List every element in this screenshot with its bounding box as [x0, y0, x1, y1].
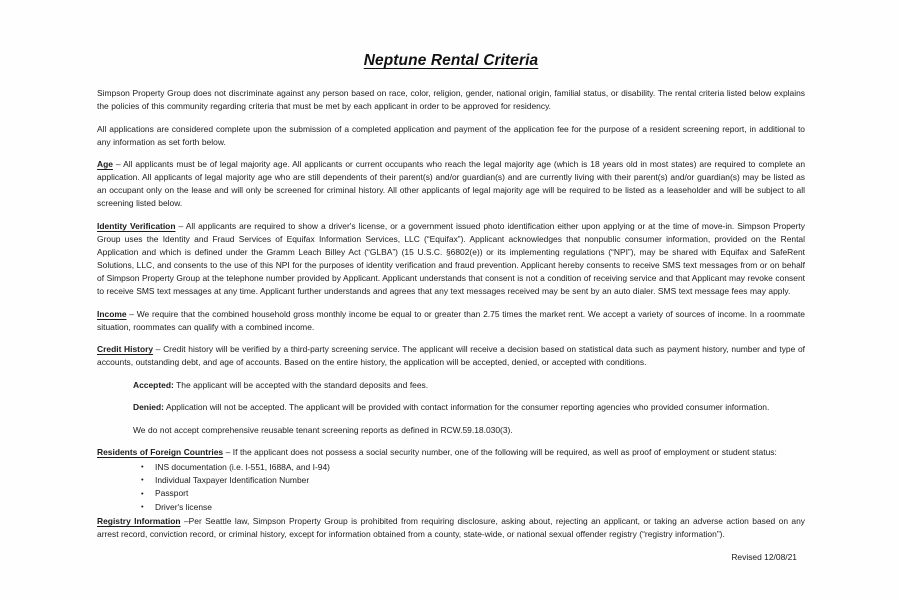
- section-registry-information-body: Per Seattle law, Simpson Property Group is prohibited from requiring disclosure, asking about, rejecting an applicant, or taking an adverse action based on any arrest record, conviction record, or criminal history, except for information obtained from a county, state-wide, or national sexual offender registry (“registry information”).: [97, 516, 805, 540]
- credit-outcome-accepted-label: Accepted:: [133, 379, 174, 390]
- document-body: [97, 87, 805, 564]
- section-credit-history: [97, 343, 805, 369]
- credit-outcome-denied-body: Application will not be accepted. The applicant will be provided with contact information for the consumer reporting agencies who provided consumer information.: [163, 402, 770, 413]
- intro-paragraph: Simpson Property Group does not discriminate against any person based on race, color, religion, gender, national origin, familial status, or disability. The rental criteria listed below explains the policies of this community regarding criteria that must be met by each applicant in order to be approved for residency.: [97, 88, 805, 112]
- section-income-body: We require that the combined household gross monthly income be equal to or greater than 2.75 times the market rent. We accept a variety of sources of income. In a roommate situation, roommates can qualify with a combined income.: [97, 308, 805, 332]
- reusable-screening-reports-note: We do not accept comprehensive reusable tenant screening reports as defined in RCW.59.18.030(3).: [133, 424, 513, 435]
- section-identity-verification-label: Identity Verification: [97, 220, 176, 231]
- section-credit-history-label: Credit History: [97, 344, 154, 355]
- section-credit-history-dash: –: [153, 344, 164, 355]
- foreign-residents-document-list: [97, 461, 805, 515]
- section-income: [97, 308, 805, 334]
- application-completeness-paragraph: All applications are considered complete upon the submission of a completed application and payment of the application fee for the purpose of a resident screening report, in additional to any information as set forth below.: [97, 123, 805, 147]
- credit-outcome-accepted-body: The applicant will be accepted with the standard deposits and fees.: [173, 379, 429, 390]
- section-identity-verification: [97, 220, 805, 298]
- revision-date: Revised 12/08/21: [731, 551, 797, 562]
- section-age-dash: –: [112, 159, 124, 170]
- section-identity-verification-body: All applicants are required to show a driver's license, or a government issued photo identification either upon applying or at the time of move-in. Simpson Property Group uses the Identity and Fraud Services of Equifax Information Services, LLC (“Equifax”). Applicant acknowledges that nonpublic consumer information, provided on the Rental Application and which is defined under the Gramm Leach Billey Act (“GLBA”) (15 U.S.C. §6802(e)) or its implementing regulations (“NPI”), may be shared with Equifax and SafeRent Solutions, LLC, and consents to the use of this NPI for the purposes of identity verification and fraud prevention. Applicant hereby consents to receive SMS text messages from or on behalf of Simpson Property Group at the telephone number provided by Applicant. Applicant understands that consent is not a condition of receiving service and that Applicant may revoke consent to receive SMS text messages at any time. Applicant further understands and agrees that any text messages received may be sent by an auto dialer. SMS text message fees may apply.: [97, 220, 805, 297]
- list-item: • Passport: [155, 487, 805, 500]
- section-registry-information-dash: –: [180, 516, 189, 527]
- credit-outcome-denied-label: Denied:: [133, 402, 164, 413]
- list-item: • Driver's license: [155, 501, 805, 514]
- section-age: [97, 158, 805, 210]
- page-title: Neptune Rental Criteria: [363, 52, 539, 69]
- section-age-label: Age: [97, 159, 113, 170]
- section-income-dash: –: [126, 308, 137, 319]
- section-foreign-residents-body: If the applicant does not possess a social security number, one of the following will be required, as well as proof of employment or student status:: [232, 447, 777, 458]
- credit-outcome-denied: [133, 401, 805, 414]
- list-item: • Individual Taxpayer Identification Number: [155, 474, 805, 487]
- section-credit-history-body: Credit history will be verified by a third-party screening service. The applicant will receive a decision based on statistical data such as payment history, number and type of accounts, outstanding debt, and age of accounts. Based on the entire history, the application will be accepted, denied, or accepted with conditions.: [97, 344, 805, 368]
- section-foreign-residents: [97, 446, 805, 459]
- credit-outcome-accepted: [133, 379, 805, 392]
- section-identity-verification-dash: –: [175, 220, 186, 231]
- section-age-body: All applicants must be of legal majority age. All applicants or current occupants who reach the legal majority age (which is 18 years old in most states) are required to complete an application. All applicants of legal majority age who are still dependents of their parent(s) and/or guardian(s) and are currently living with their parent(s) and/or guardian(s) may be listed as an occupant only on the lease and will only be screened for criminal history. All other applicants of legal majority age will be required to be listed as a leaseholder and will be subject to all screening listed below.: [97, 159, 806, 209]
- section-registry-information-label: Registry Information: [97, 516, 181, 527]
- section-foreign-residents-label: Residents of Foreign Countries: [97, 447, 224, 458]
- list-item: • INS documentation (i.e. I-551, I688A, and I-94): [155, 461, 805, 474]
- section-income-label: Income: [97, 308, 127, 319]
- section-registry-information: [97, 515, 805, 541]
- section-foreign-residents-dash: –: [223, 447, 233, 458]
